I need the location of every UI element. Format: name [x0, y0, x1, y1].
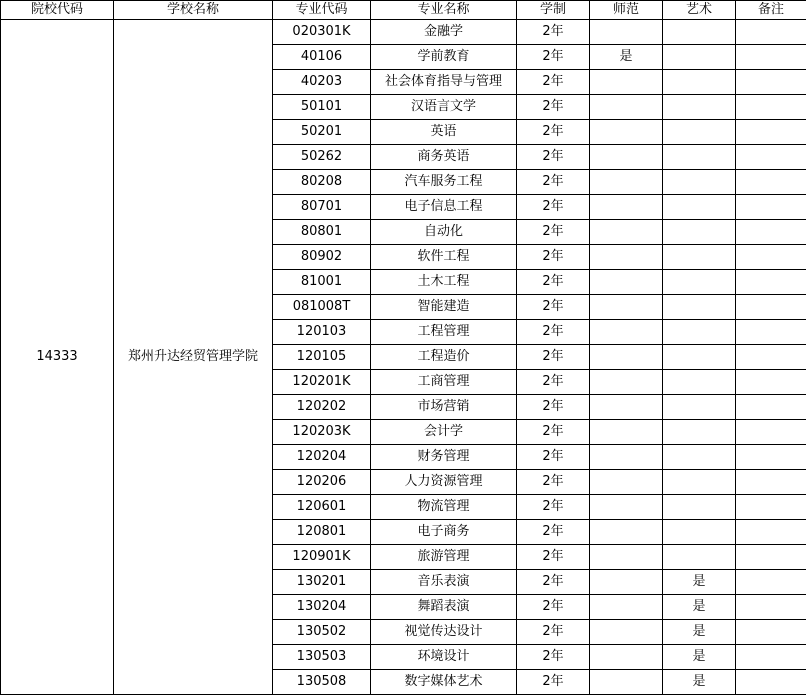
major-name-cell: 数字媒体艺术	[371, 670, 517, 695]
header-school-name: 学校名称	[114, 1, 273, 20]
art-cell	[663, 545, 736, 570]
major-name-cell: 汽车服务工程	[371, 170, 517, 195]
normal-cell	[590, 345, 663, 370]
major-code-cell: 120202	[273, 395, 371, 420]
major-code-cell: 120601	[273, 495, 371, 520]
major-code-cell: 130508	[273, 670, 371, 695]
major-code-cell: 120801	[273, 520, 371, 545]
normal-cell	[590, 320, 663, 345]
duration-cell: 2年	[517, 120, 590, 145]
normal-cell	[590, 95, 663, 120]
remarks-cell	[736, 120, 806, 145]
duration-cell: 2年	[517, 570, 590, 595]
art-cell	[663, 145, 736, 170]
remarks-cell	[736, 320, 806, 345]
art-cell	[663, 95, 736, 120]
major-name-cell: 汉语言文学	[371, 95, 517, 120]
remarks-cell	[736, 220, 806, 245]
remarks-cell	[736, 295, 806, 320]
art-cell	[663, 470, 736, 495]
school-code-cell: 14333	[1, 20, 114, 695]
major-name-cell: 环境设计	[371, 645, 517, 670]
major-name-cell: 英语	[371, 120, 517, 145]
art-cell	[663, 20, 736, 45]
duration-cell: 2年	[517, 220, 590, 245]
remarks-cell	[736, 195, 806, 220]
major-code-cell: 80208	[273, 170, 371, 195]
major-name-cell: 人力资源管理	[371, 470, 517, 495]
table-row	[1, 20, 806, 45]
duration-cell: 2年	[517, 195, 590, 220]
art-cell	[663, 295, 736, 320]
duration-cell: 2年	[517, 470, 590, 495]
duration-cell: 2年	[517, 545, 590, 570]
remarks-cell	[736, 45, 806, 70]
major-name-cell: 自动化	[371, 220, 517, 245]
normal-cell	[590, 645, 663, 670]
duration-cell: 2年	[517, 95, 590, 120]
art-cell	[663, 345, 736, 370]
major-name-cell: 土木工程	[371, 270, 517, 295]
duration-cell: 2年	[517, 520, 590, 545]
major-name-cell: 软件工程	[371, 245, 517, 270]
remarks-cell	[736, 545, 806, 570]
major-code-cell: 130204	[273, 595, 371, 620]
art-cell	[663, 195, 736, 220]
duration-cell: 2年	[517, 70, 590, 95]
header-duration: 学制	[517, 1, 590, 20]
major-code-cell: 120201K	[273, 370, 371, 395]
major-code-cell: 40203	[273, 70, 371, 95]
major-code-cell: 120203K	[273, 420, 371, 445]
major-code-cell: 120206	[273, 470, 371, 495]
duration-cell: 2年	[517, 20, 590, 45]
remarks-cell	[736, 270, 806, 295]
duration-cell: 2年	[517, 495, 590, 520]
major-code-cell: 020301K	[273, 20, 371, 45]
major-code-cell: 081008T	[273, 295, 371, 320]
remarks-cell	[736, 495, 806, 520]
major-name-cell: 视觉传达设计	[371, 620, 517, 645]
header-remarks: 备注	[736, 1, 806, 20]
remarks-cell	[736, 570, 806, 595]
major-name-cell: 音乐表演	[371, 570, 517, 595]
major-code-cell: 50101	[273, 95, 371, 120]
header-major-code: 专业代码	[273, 1, 371, 20]
major-name-cell: 会计学	[371, 420, 517, 445]
major-code-cell: 80701	[273, 195, 371, 220]
remarks-cell	[736, 520, 806, 545]
art-cell	[663, 120, 736, 145]
duration-cell: 2年	[517, 395, 590, 420]
normal-cell	[590, 420, 663, 445]
major-name-cell: 财务管理	[371, 445, 517, 470]
major-name-cell: 工程造价	[371, 345, 517, 370]
normal-cell	[590, 595, 663, 620]
major-code-cell: 50262	[273, 145, 371, 170]
duration-cell: 2年	[517, 270, 590, 295]
header-school-code: 院校代码	[1, 1, 114, 20]
header-row	[1, 1, 806, 20]
duration-cell: 2年	[517, 645, 590, 670]
header-art: 艺术	[663, 1, 736, 20]
major-name-cell: 金融学	[371, 20, 517, 45]
duration-cell: 2年	[517, 295, 590, 320]
normal-cell	[590, 145, 663, 170]
normal-cell	[590, 70, 663, 95]
duration-cell: 2年	[517, 670, 590, 695]
duration-cell: 2年	[517, 170, 590, 195]
major-code-cell: 120901K	[273, 545, 371, 570]
normal-cell	[590, 670, 663, 695]
remarks-cell	[736, 620, 806, 645]
art-cell	[663, 445, 736, 470]
normal-cell	[590, 170, 663, 195]
art-cell	[663, 320, 736, 345]
major-name-cell: 社会体育指导与管理	[371, 70, 517, 95]
normal-cell	[590, 270, 663, 295]
major-name-cell: 工商管理	[371, 370, 517, 395]
header-major-name: 专业名称	[371, 1, 517, 20]
normal-cell	[590, 545, 663, 570]
duration-cell: 2年	[517, 345, 590, 370]
normal-cell	[590, 120, 663, 145]
normal-cell	[590, 495, 663, 520]
normal-cell	[590, 570, 663, 595]
major-code-cell: 120103	[273, 320, 371, 345]
remarks-cell	[736, 170, 806, 195]
major-code-cell: 120204	[273, 445, 371, 470]
normal-cell	[590, 195, 663, 220]
duration-cell: 2年	[517, 245, 590, 270]
major-name-cell: 旅游管理	[371, 545, 517, 570]
duration-cell: 2年	[517, 420, 590, 445]
major-name-cell: 市场营销	[371, 395, 517, 420]
art-cell	[663, 270, 736, 295]
major-name-cell: 舞蹈表演	[371, 595, 517, 620]
art-cell	[663, 370, 736, 395]
art-cell	[663, 70, 736, 95]
duration-cell: 2年	[517, 445, 590, 470]
major-name-cell: 电子信息工程	[371, 195, 517, 220]
remarks-cell	[736, 470, 806, 495]
major-name-cell: 智能建造	[371, 295, 517, 320]
normal-cell: 是	[590, 45, 663, 70]
table-header	[1, 1, 806, 20]
art-cell	[663, 45, 736, 70]
art-cell: 是	[663, 670, 736, 695]
school-name-cell: 郑州升达经贸管理学院	[114, 20, 273, 695]
major-code-cell: 130502	[273, 620, 371, 645]
major-name-cell: 商务英语	[371, 145, 517, 170]
art-cell	[663, 395, 736, 420]
major-code-cell: 120105	[273, 345, 371, 370]
remarks-cell	[736, 445, 806, 470]
remarks-cell	[736, 595, 806, 620]
remarks-cell	[736, 345, 806, 370]
art-cell	[663, 170, 736, 195]
art-cell: 是	[663, 570, 736, 595]
normal-cell	[590, 220, 663, 245]
normal-cell	[590, 620, 663, 645]
remarks-cell	[736, 420, 806, 445]
remarks-cell	[736, 70, 806, 95]
duration-cell: 2年	[517, 145, 590, 170]
remarks-cell	[736, 645, 806, 670]
normal-cell	[590, 295, 663, 320]
art-cell: 是	[663, 645, 736, 670]
normal-cell	[590, 470, 663, 495]
major-code-cell: 80902	[273, 245, 371, 270]
remarks-cell	[736, 370, 806, 395]
normal-cell	[590, 445, 663, 470]
major-name-cell: 工程管理	[371, 320, 517, 345]
duration-cell: 2年	[517, 595, 590, 620]
remarks-cell	[736, 670, 806, 695]
normal-cell	[590, 245, 663, 270]
major-name-cell: 电子商务	[371, 520, 517, 545]
duration-cell: 2年	[517, 620, 590, 645]
major-name-cell: 物流管理	[371, 495, 517, 520]
art-cell	[663, 520, 736, 545]
art-cell	[663, 495, 736, 520]
art-cell	[663, 245, 736, 270]
major-code-cell: 130201	[273, 570, 371, 595]
remarks-cell	[736, 145, 806, 170]
duration-cell: 2年	[517, 370, 590, 395]
normal-cell	[590, 520, 663, 545]
major-code-cell: 130503	[273, 645, 371, 670]
duration-cell: 2年	[517, 320, 590, 345]
remarks-cell	[736, 20, 806, 45]
normal-cell	[590, 395, 663, 420]
remarks-cell	[736, 245, 806, 270]
header-normal: 师范	[590, 1, 663, 20]
remarks-cell	[736, 95, 806, 120]
art-cell	[663, 220, 736, 245]
art-cell	[663, 420, 736, 445]
normal-cell	[590, 370, 663, 395]
major-code-cell: 50201	[273, 120, 371, 145]
art-cell: 是	[663, 620, 736, 645]
normal-cell	[590, 20, 663, 45]
remarks-cell	[736, 395, 806, 420]
major-code-cell: 80801	[273, 220, 371, 245]
major-code-cell: 81001	[273, 270, 371, 295]
duration-cell: 2年	[517, 45, 590, 70]
major-name-cell: 学前教育	[371, 45, 517, 70]
table-body	[1, 20, 806, 695]
art-cell: 是	[663, 595, 736, 620]
major-code-cell: 40106	[273, 45, 371, 70]
